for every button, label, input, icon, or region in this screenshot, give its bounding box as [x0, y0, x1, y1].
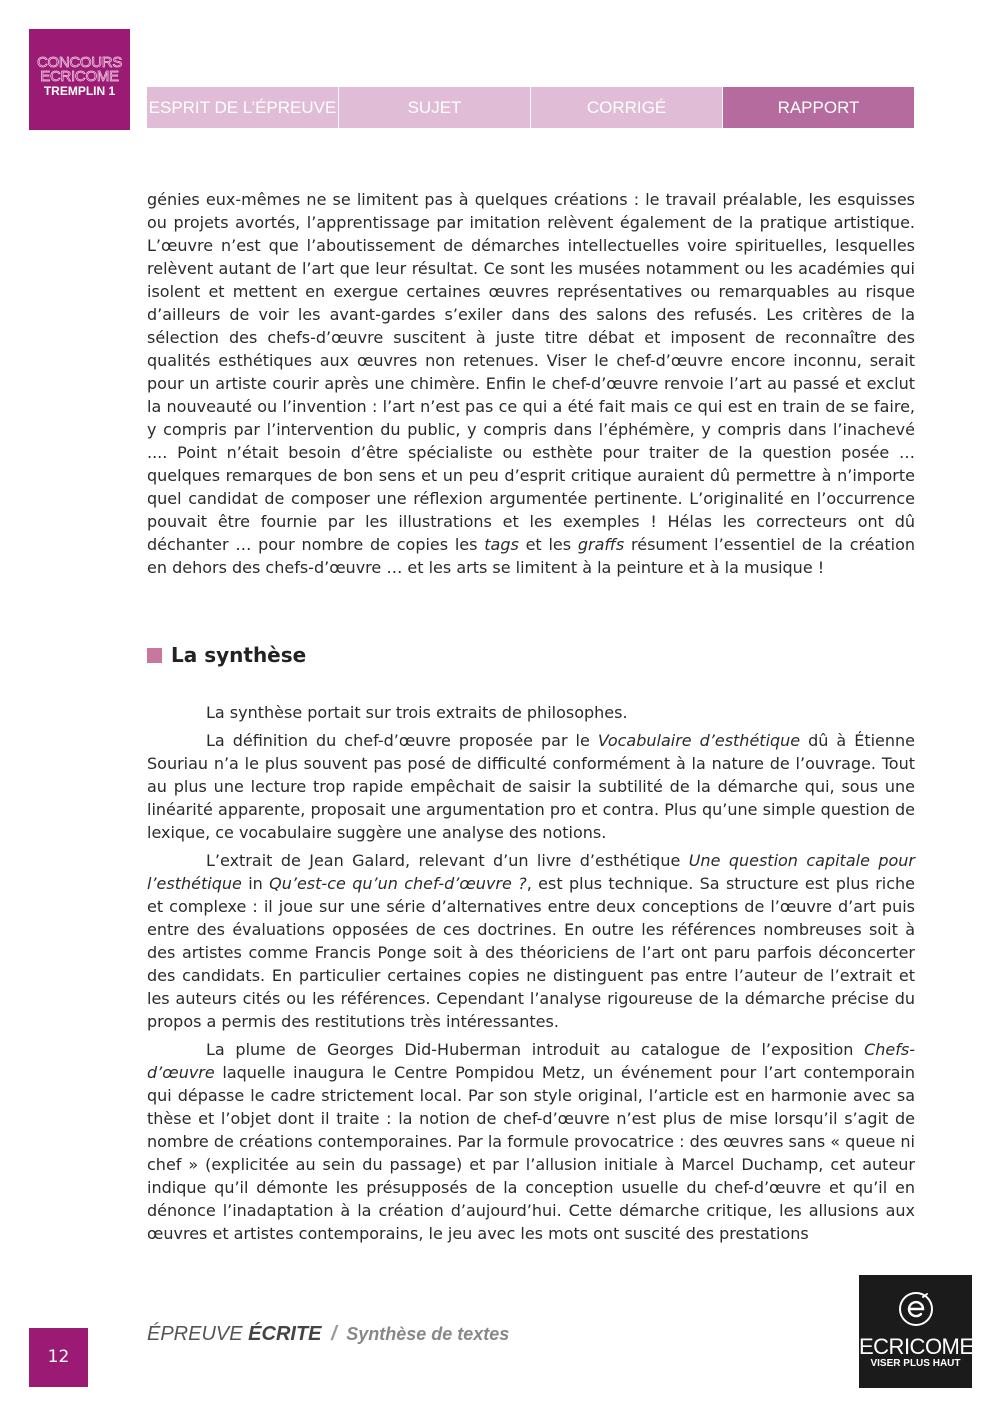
tab-sujet[interactable]: SUJET	[339, 87, 530, 128]
brand-line-concours: CONCOURS	[36, 54, 123, 71]
intro-text-part: et les	[518, 535, 578, 554]
paragraph-text-part: dû à Étienne Souriau n’a le plus souvent pas posé de difficulté conformément à la nature de l’ouvrage. Tout au plus une lecture trop rapide empêchait de saisir la subtilité de la démarche qui, sous une linéarité apparente, proposait une argumentation pro et contra. Plus qu’une simple question de lexique, ce vocabulaire suggère une analyse des notions.	[147, 731, 916, 842]
tab-rapport[interactable]: RAPPORT	[723, 87, 914, 128]
footer-title	[147, 1323, 509, 1346]
footer-word-epreuve: ÉPREUVE	[147, 1323, 243, 1345]
tab-corrige[interactable]: CORRIGÉ	[531, 87, 722, 128]
intro-text-part: résument l’essentiel de la création en dehors des chefs-d’œuvre … et les arts se limitent à la peinture et à la musique !	[147, 535, 916, 577]
tab-esprit-epreuve[interactable]: ESPRIT DE L’ÉPREUVE	[147, 87, 338, 128]
synthesis-paragraph-4	[147, 1038, 915, 1245]
synthesis-paragraph-1: La synthèse portait sur trois extraits de philosophes.	[206, 703, 628, 722]
section-heading	[147, 642, 306, 668]
brand-line-ecricome: ECRICOME	[40, 68, 119, 85]
paragraph-text-part: La plume de Georges Did-Huberman introduit au catalogue de l’exposition	[206, 1040, 865, 1059]
paragraph-text-part: La définition du chef-d’œuvre proposée par le	[206, 731, 598, 750]
paragraph-text-part: laquelle inaugura le Centre Pompidou Metz, un événement pour l’art contemporain qui dépasse le cadre strictement local. Par son style original, l’article est en harmonie avec sa thèse et l’objet dont il traite : la notion de chef-d’œuvre n’est plus de mise lorsqu’il s’agit de nombre de créations contemporaines. Par la formule provocatrice : des œuvres sans « queue ni chef » (explicitée au sein du passage) et par l’allusion initiale à Marcel Duchamp, cet auteur indique qu’il démonte les présupposés de la conception usuelle du chef-d’œuvre et qu’il en dénonce l’inadaptation à la création d’aujourd’hui. Cette démarche critique, les allusions aux œuvres et artistes contemporains, le jeu avec les mots ont suscité des prestations	[147, 1063, 915, 1243]
intro-italic-graffs: graffs	[577, 535, 625, 554]
intro-text	[147, 188, 915, 579]
section-tabs	[147, 87, 915, 128]
brand-line-tremplin: TREMPLIN 1	[43, 84, 116, 98]
paragraph-text-part: in	[241, 874, 270, 893]
ecricome-logo	[859, 1275, 972, 1388]
e-circle-logo-icon	[897, 1290, 935, 1328]
section-square-icon	[147, 648, 162, 663]
intro-italic-tags: tags	[484, 535, 519, 554]
paragraph-italic-title: Vocabulaire d’esthétique	[597, 731, 801, 750]
logo-tagline: VISER PLUS HAUT	[870, 1358, 961, 1369]
paragraph-text-part: L’extrait de Jean Galard, relevant d’un livre d’esthétique	[206, 851, 689, 870]
section-title: La synthèse	[171, 643, 307, 667]
paragraph-italic-title: Qu’est-ce qu’un chef-d’œuvre ?	[269, 874, 527, 893]
logo-name: ECRICOME	[859, 1334, 974, 1359]
page-number: 12	[29, 1328, 88, 1387]
synthesis-content	[147, 701, 915, 1250]
concours-brand-block	[29, 29, 130, 130]
synthesis-paragraph-3	[147, 849, 915, 1033]
intro-paragraph	[147, 188, 915, 579]
footer-subject: Synthèse de textes	[346, 1324, 510, 1344]
footer-word-ecrite: ÉCRITE	[248, 1323, 322, 1345]
footer-separator: /	[331, 1323, 337, 1345]
paragraph-text-part: , est plus technique. Sa structure est plus riche et complexe : il joue sur une série d’alternatives entre deux conceptions de l’œuvre d’art puis entre des évaluations opposées de ces doctrines. En outre les références nombreuses soit à des artistes comme Francis Ponge soit à des théoriciens de l’art ont paru parfois déconcerter des candidats. En particulier certaines copies ne distinguent pas entre l’auteur de l’extrait et les auteurs cités ou les références. Cependant l’analyse rigoureuse de la démarche précise du propos a permis des restitutions très intéressantes.	[147, 874, 915, 1031]
synthesis-paragraph-2	[147, 729, 915, 844]
paragraph-italic-title: Chefs-d’œuvre	[147, 1040, 915, 1082]
intro-text-part: génies eux-mêmes ne se limitent pas à quelques créations : le travail préalable, les esquisses ou projets avortés, l’apprentissage par imitation relèvent également de la pratique artistique. L’œuvre n’est que l’aboutissement de démarches intellectuelles voire spirituelles, lesquelles relèvent autant de l’art que leur résultat. Ce sont les musées notamment ou les académies qui isolent et mettent en exergue certaines œuvres représentatives ou remarquables au risque d’ailleurs de voir les avant-gardes s’exiler dans des salons des refusés. Les critères de la sélection des chefs-d’œuvre suscitent à juste titre débat et imposent de reconnaître des qualités esthétiques aux œuvres non retenues. Viser le chef-d’œuvre encore inconnu, serait pour un artiste courir après une chimère. Enfin le chef-d’œuvre renvoie l’art au passé et exclut la nouveauté ou l’invention : l’art n’est pas ce qui a été fait mais ce qui est en train de se faire, y compris par l’intervention du public, y compris dans l’éphémère, y compris dans l’inachevé .... Point n’était besoin d’être spécialiste ou esthète pour traiter de la question posée … quelques remarques de bon sens et un peu d’esprit critique auraient dû permettre à n’importe quel candidat de composer une réflexion argumentée pertinente. L’originalité en l’occurrence pouvait être fournie par les illustrations et les exemples ! Hélas les correcteurs ont dû déchanter … pour nombre de copies les	[147, 190, 915, 554]
paragraph-italic-title: Une question capitale pour l’esthétique	[147, 851, 915, 893]
